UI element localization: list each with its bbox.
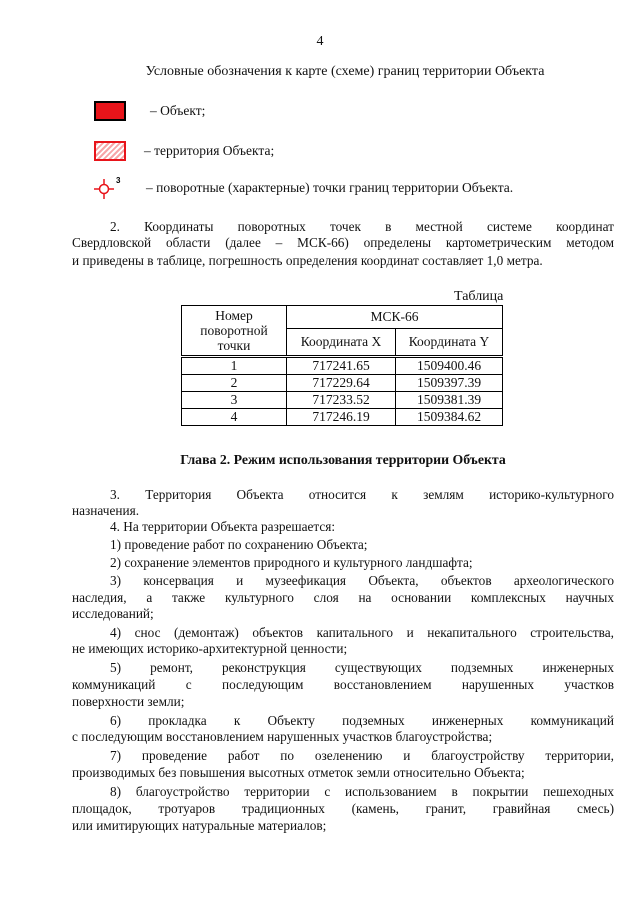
item-line: 2) сохранение элементов природного и культурного ландшафта; — [110, 555, 473, 570]
legend-text: – Объект; — [150, 103, 206, 118]
table-row — [182, 409, 503, 426]
header-x: Координата X — [287, 329, 396, 357]
item-line: 7) проведение работ по озеленению и благоустройству территории, — [110, 748, 614, 763]
item-line: 6) прокладка к Объекту подземных инженерных коммуникаций — [110, 713, 614, 728]
item-line: 4. На территории Объекта разрешается: — [110, 519, 336, 534]
item-line: исследований; — [72, 606, 154, 621]
cell-y: 1509384.62 — [396, 409, 503, 426]
cell-x: 717233.52 — [287, 392, 396, 409]
table-row — [182, 357, 503, 375]
territory-hatch-icon — [94, 141, 126, 161]
header-point-number: Номер поворотной точки — [182, 306, 287, 357]
header-msk66: МСК-66 — [287, 306, 503, 329]
page-number: 4 — [316, 34, 324, 49]
cell-number: 4 — [182, 409, 287, 426]
item-line: поверхности земли; — [72, 694, 185, 709]
turning-point-icon — [90, 172, 130, 202]
cell-y: 1509400.46 — [396, 357, 503, 375]
cell-y: 1509381.39 — [396, 392, 503, 409]
item-line: наследия, а также культурного слоя на основании комплексных научных — [72, 590, 614, 605]
item-line: с последующим восстановлением нарушенных участков благоустройства; — [72, 729, 493, 744]
chapter-title: Глава 2. Режим использования территории Объекта — [180, 452, 506, 467]
table-caption: Таблица — [454, 289, 504, 304]
cell-number: 2 — [182, 375, 287, 392]
legend-text: – поворотные (характерные) точки границ территории Объекта. — [146, 180, 514, 195]
item-line: назначения. — [72, 503, 140, 518]
object-symbol-icon — [94, 101, 126, 121]
legend-text: – территория Объекта; — [144, 143, 275, 158]
item-line: 5) ремонт, реконструкция существующих подземных инженерных — [110, 660, 614, 675]
table-row — [182, 375, 503, 392]
point-label: 3 — [116, 176, 121, 185]
item-line: или имитирующих натуральные материалов; — [72, 818, 327, 833]
cell-y: 1509397.39 — [396, 375, 503, 392]
header-y: Координата Y — [396, 329, 503, 357]
cell-number: 1 — [182, 357, 287, 375]
table-row — [182, 392, 503, 409]
cell-x: 717241.65 — [287, 357, 396, 375]
paragraph-2-line: и приведены в таблице, погрешность определения координат составляет 1,0 метра. — [72, 253, 543, 268]
item-line: производимых без повышения высотных отметок земли относительно Объекта; — [72, 765, 525, 780]
cell-number: 3 — [182, 392, 287, 409]
item-line: 4) снос (демонтаж) объектов капитального и некапитального строительства, — [110, 625, 614, 640]
cell-x: 717229.64 — [287, 375, 396, 392]
item-line: коммуникаций с последующим восстановлением нарушенных участков — [72, 677, 614, 692]
item-line: 3. Территория Объекта относится к землям историко-культурного — [110, 487, 614, 502]
paragraph-2-line: Свердловской области (далее – МСК-66) определены картометрическим методом — [72, 235, 614, 250]
coordinates-table — [181, 305, 503, 426]
cell-x: 717246.19 — [287, 409, 396, 426]
item-line: 8) благоустройство территории с использованием в покрытии пешеходных — [110, 784, 614, 799]
paragraph-2-line: 2. Координаты поворотных точек в местной системе координат — [110, 219, 614, 234]
legend-title: Условные обозначения к карте (схеме) границ территории Объекта — [145, 64, 545, 79]
item-line: не имеющих историко-архитектурной ценности; — [72, 641, 348, 656]
item-line: 1) проведение работ по сохранению Объекта; — [110, 537, 368, 552]
item-line: площадок, тротуаров традиционных (камень, гранит, гравийная смесь) — [72, 801, 614, 816]
item-line: 3) консервация и музеефикация Объекта, объектов археологического — [110, 573, 614, 588]
